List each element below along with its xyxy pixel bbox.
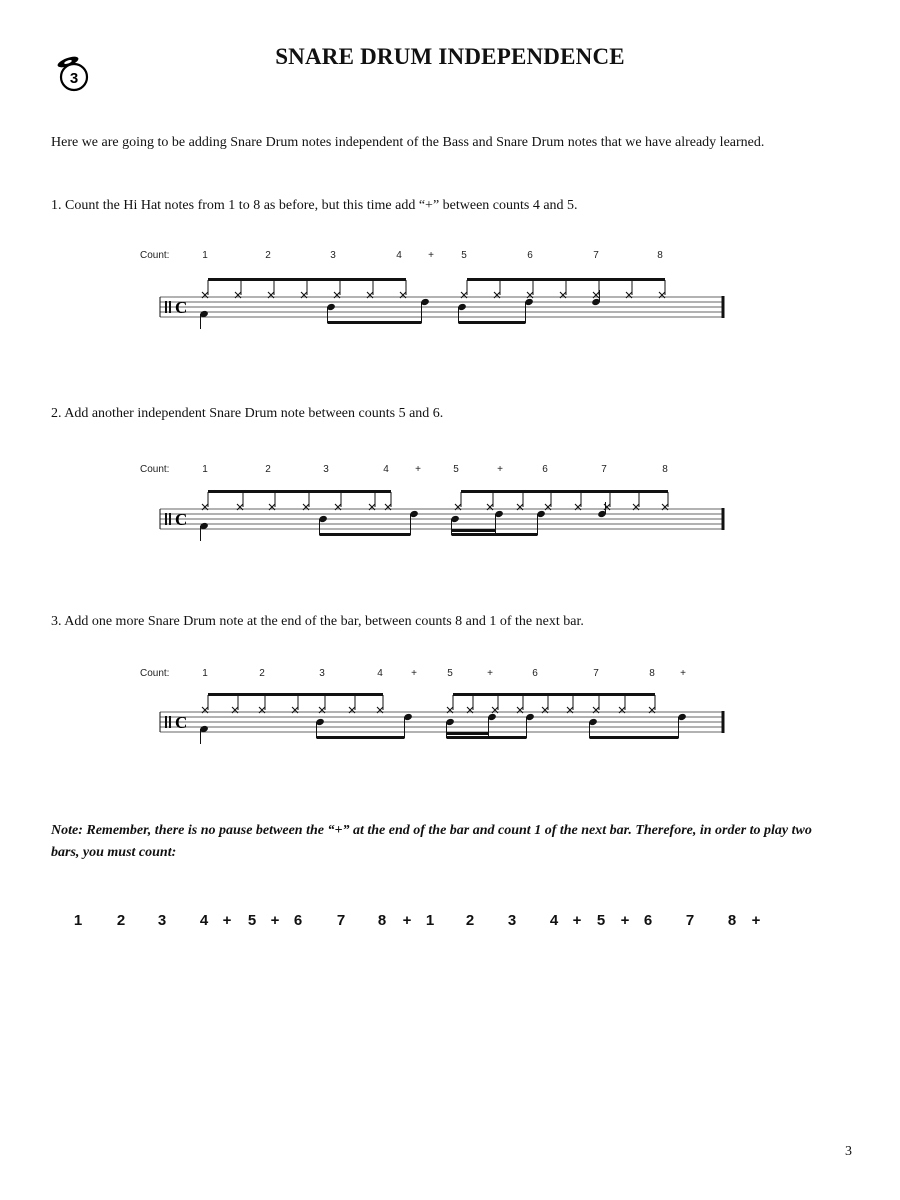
hihat-beam xyxy=(208,693,383,696)
two-bar-count-item: 3 xyxy=(507,912,517,929)
exercise-3-notation xyxy=(0,655,900,775)
two-bar-count-item: 3 xyxy=(157,912,167,929)
count-mark: 6 xyxy=(532,668,538,679)
percussion-clef xyxy=(169,716,171,728)
two-bar-count-item: + xyxy=(222,912,232,929)
two-bar-count-item: 5 xyxy=(596,912,606,929)
percussion-clef xyxy=(169,513,171,525)
two-bar-count-item: 5 xyxy=(247,912,257,929)
two-bar-count-item: 4 xyxy=(199,912,209,929)
two-bar-count-item: + xyxy=(402,912,412,929)
count-mark: 5 xyxy=(453,464,459,475)
snare-beam xyxy=(328,321,422,324)
count-mark: 6 xyxy=(527,250,533,261)
page-number: 3 xyxy=(845,1144,852,1159)
percussion-clef xyxy=(165,513,167,525)
count-mark: 8 xyxy=(657,250,663,261)
count-mark: 5 xyxy=(447,668,453,679)
count-mark: 7 xyxy=(601,464,607,475)
exercise-3-instruction: 3. Add one more Snare Drum note at the end of the bar, between counts 8 and 1 of the next bar. xyxy=(51,614,584,629)
count-mark: + xyxy=(415,464,421,475)
two-bar-count-item: + xyxy=(270,912,280,929)
count-mark: 3 xyxy=(323,464,329,475)
count-mark: 8 xyxy=(662,464,668,475)
percussion-clef xyxy=(169,301,171,313)
count-mark: 7 xyxy=(593,668,599,679)
two-bar-count-item: 1 xyxy=(425,912,435,929)
count-mark: + xyxy=(411,668,417,679)
exercise-1-notation xyxy=(0,235,900,355)
count-mark: 1 xyxy=(202,668,208,679)
count-mark: 2 xyxy=(259,668,265,679)
count-mark: + xyxy=(680,668,686,679)
two-bar-count-item: + xyxy=(620,912,630,929)
count-mark: 2 xyxy=(265,250,271,261)
count-mark: 6 xyxy=(542,464,548,475)
snare-beam-16th xyxy=(452,529,496,532)
count-mark: 4 xyxy=(377,668,383,679)
exercise-2-notation xyxy=(0,450,900,570)
count-mark: 5 xyxy=(461,250,467,261)
hihat-beam xyxy=(453,693,655,696)
exercise-2-instruction: 2. Add another independent Snare Drum note between counts 5 and 6. xyxy=(51,406,444,421)
count-mark: 1 xyxy=(202,464,208,475)
count-label: Count: xyxy=(140,250,170,261)
snare-beam xyxy=(459,321,526,324)
two-bar-count-item: 8 xyxy=(377,912,387,929)
time-signature: C xyxy=(175,713,188,732)
count-mark: + xyxy=(428,250,434,261)
count-mark: 4 xyxy=(383,464,389,475)
hihat-beam xyxy=(208,278,406,281)
count-mark: + xyxy=(487,668,493,679)
two-bar-count-item: + xyxy=(751,912,761,929)
two-bar-count-item: 6 xyxy=(293,912,303,929)
two-bar-count-item: 2 xyxy=(116,912,126,929)
hihat-beam xyxy=(461,490,668,493)
count-label: Count: xyxy=(140,464,170,475)
snare-beam xyxy=(590,736,679,739)
cd-track-number: 3 xyxy=(69,70,79,87)
hihat-beam xyxy=(208,490,391,493)
two-bar-count-item: 1 xyxy=(73,912,83,929)
exercise-1-instruction: 1. Count the Hi Hat notes from 1 to 8 as before, but this time add “+” between counts 4 and 5. xyxy=(51,198,578,213)
snare-beam xyxy=(317,736,405,739)
page-title: SNARE DRUM INDEPENDENCE xyxy=(275,44,625,69)
two-bar-count-item: 7 xyxy=(336,912,346,929)
percussion-clef xyxy=(165,716,167,728)
count-mark: 2 xyxy=(265,464,271,475)
two-bar-count-item: 4 xyxy=(549,912,559,929)
percussion-clef xyxy=(165,301,167,313)
time-signature: C xyxy=(175,510,188,529)
time-signature: C xyxy=(175,298,188,317)
snare-beam xyxy=(447,736,527,739)
count-mark: 4 xyxy=(396,250,402,261)
count-mark: 3 xyxy=(330,250,336,261)
two-bar-count-item: 7 xyxy=(685,912,695,929)
count-mark: 8 xyxy=(649,668,655,679)
count-mark: + xyxy=(497,464,503,475)
count-label: Count: xyxy=(140,668,170,679)
snare-beam xyxy=(452,533,538,536)
two-bar-count-row xyxy=(0,904,900,944)
snare-beam xyxy=(320,533,411,536)
two-bar-count-item: 6 xyxy=(643,912,653,929)
two-bar-count-item: 8 xyxy=(727,912,737,929)
count-mark: 7 xyxy=(593,250,599,261)
count-mark: 1 xyxy=(202,250,208,261)
note-paragraph: Note: Remember, there is no pause between the “+” at the end of the bar and count 1 of the next bar. Therefore, in order to play two bars, you must count: xyxy=(51,823,812,860)
two-bar-count-item: 2 xyxy=(465,912,475,929)
two-bar-count-item: + xyxy=(572,912,582,929)
intro-paragraph: Here we are going to be adding Snare Drum notes independent of the Bass and Snare Drum notes that we have already learned. xyxy=(51,135,765,150)
count-mark: 3 xyxy=(319,668,325,679)
snare-beam-16th xyxy=(447,732,489,735)
hihat-beam xyxy=(467,278,665,281)
